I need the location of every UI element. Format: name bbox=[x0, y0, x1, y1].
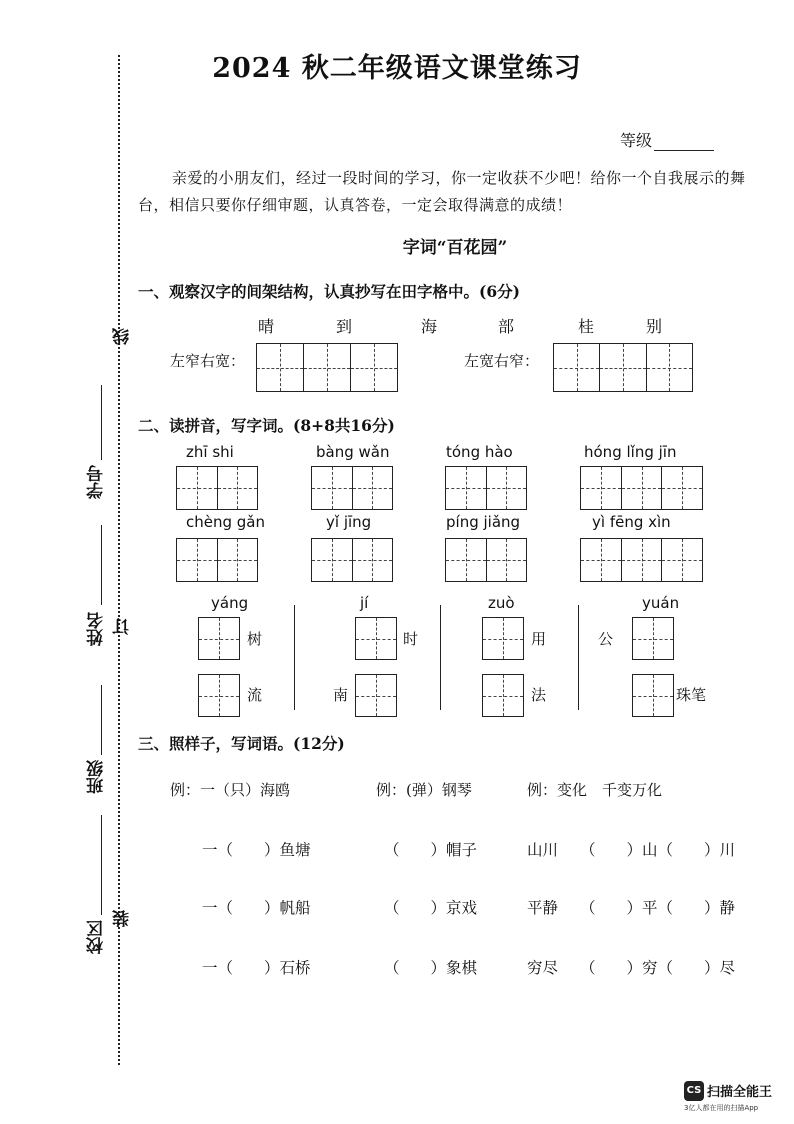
pinyin-label: yuán bbox=[642, 594, 680, 612]
group-char: 用 bbox=[531, 630, 547, 648]
pinyin-answer-grid[interactable] bbox=[176, 466, 258, 510]
single-char-grid[interactable] bbox=[632, 674, 674, 717]
measure-word-item[interactable]: 一（ ）帆船 bbox=[202, 899, 311, 917]
q1-char: 部 bbox=[498, 317, 515, 336]
pinyin-label: yì fēng xìn bbox=[592, 513, 671, 531]
pinyin-label: píng jiǎng bbox=[446, 513, 521, 531]
example-2: 例：(弹）钢琴 bbox=[376, 781, 472, 799]
left-wide-label: 左宽右窄： bbox=[464, 352, 540, 370]
single-char-grid[interactable] bbox=[632, 617, 674, 660]
class-label: 班级 bbox=[87, 760, 107, 794]
binding-label-zhuang: 装 bbox=[113, 910, 133, 927]
binding-label-xian: 线 bbox=[113, 328, 133, 345]
idiom-word: 穷尽 bbox=[527, 959, 559, 977]
pinyin-label: yáng bbox=[211, 594, 249, 612]
group-char: 树 bbox=[247, 630, 263, 648]
question-1-title: 一、观察汉字的间架结构，认真抄写在田字格中。(6分) bbox=[138, 282, 520, 301]
name-label: 姓名 bbox=[87, 612, 107, 646]
group-char: 南 bbox=[333, 686, 349, 704]
single-char-grid[interactable] bbox=[482, 674, 524, 717]
q1-writing-grid-right[interactable] bbox=[553, 343, 693, 392]
q1-char: 海 bbox=[421, 317, 438, 336]
idiom-pattern[interactable]: （ ）穷（ ）尽 bbox=[580, 959, 736, 977]
pinyin-label: zhī shi bbox=[186, 443, 234, 461]
pinyin-label: hóng lǐng jīn bbox=[584, 443, 677, 461]
pinyin-answer-grid[interactable] bbox=[580, 538, 703, 582]
name-blank bbox=[101, 525, 102, 605]
single-char-grid[interactable] bbox=[355, 674, 397, 717]
camscanner-logo-icon: CS bbox=[684, 1081, 704, 1101]
single-char-grid[interactable] bbox=[482, 617, 524, 660]
pinyin-label: zuò bbox=[488, 594, 515, 612]
pinyin-answer-grid[interactable] bbox=[445, 538, 527, 582]
pinyin-label: jí bbox=[360, 594, 369, 612]
divider bbox=[578, 605, 579, 710]
divider bbox=[440, 605, 441, 710]
page-title: 2024 秋二年级语文课堂练习 bbox=[212, 53, 582, 84]
question-3-title: 三、照样子，写词语。(12分) bbox=[138, 734, 345, 753]
idiom-pattern[interactable]: （ ）平（ ）静 bbox=[580, 899, 736, 917]
question-2-title: 二、读拼音，写字词。(8+8共16分) bbox=[138, 416, 395, 435]
q1-char: 到 bbox=[336, 317, 353, 336]
pinyin-answer-grid[interactable] bbox=[311, 466, 393, 510]
group-char: 公 bbox=[598, 630, 614, 648]
pinyin-label: tóng hào bbox=[446, 443, 513, 461]
idiom-pattern[interactable]: （ ）山（ ）川 bbox=[580, 841, 736, 859]
watermark-subtitle: 3亿人都在用的扫描App bbox=[684, 1103, 759, 1112]
measure-word-item[interactable]: 一（ ）石桥 bbox=[202, 959, 311, 977]
divider bbox=[294, 605, 295, 710]
campus-label: 校区 bbox=[87, 920, 107, 954]
example-1: 例：一（只）海鸥 bbox=[170, 781, 291, 799]
watermark-name: 扫描全能王 bbox=[707, 1085, 773, 1100]
q1-writing-grid-left[interactable] bbox=[256, 343, 398, 392]
pinyin-label: bàng wǎn bbox=[316, 443, 390, 461]
grade-field bbox=[620, 128, 714, 151]
group-char: 时 bbox=[403, 630, 419, 648]
group-char: 珠笔 bbox=[676, 686, 707, 704]
pinyin-label: yǐ jīng bbox=[326, 513, 372, 531]
q1-char: 晴 bbox=[258, 317, 275, 336]
section-title: 字词“百花园” bbox=[402, 238, 508, 258]
number-label: 学号 bbox=[87, 465, 107, 499]
single-char-grid[interactable] bbox=[355, 617, 397, 660]
campus-blank bbox=[101, 815, 102, 915]
verb-item[interactable]: （ ）象棋 bbox=[384, 959, 478, 977]
q1-char: 别 bbox=[646, 317, 663, 336]
single-char-grid[interactable] bbox=[198, 674, 240, 717]
binding-label-ding: 订 bbox=[113, 618, 133, 635]
pinyin-answer-grid[interactable] bbox=[176, 538, 258, 582]
q1-char: 桂 bbox=[578, 317, 595, 336]
left-narrow-label: 左窄右宽： bbox=[170, 352, 246, 370]
grade-label: 等级 bbox=[620, 131, 653, 150]
grade-blank[interactable] bbox=[654, 134, 714, 151]
measure-word-item[interactable]: 一（ ）鱼塘 bbox=[202, 841, 311, 859]
scanner-watermark bbox=[684, 1080, 772, 1113]
group-char: 流 bbox=[247, 686, 263, 704]
intro-paragraph: 亲爱的小朋友们，经过一段时间的学习，你一定收获不少吧！给你一个自我展示的舞台，相信只要你仔细审题，认真答卷，一定会取得满意的成绩！ bbox=[138, 169, 746, 214]
pinyin-answer-grid[interactable] bbox=[580, 466, 703, 510]
number-blank bbox=[101, 385, 102, 460]
example-3: 例：变化 千变万化 bbox=[527, 781, 663, 799]
idiom-word: 山川 bbox=[527, 841, 559, 859]
single-char-grid[interactable] bbox=[198, 617, 240, 660]
pinyin-label: chèng gǎn bbox=[186, 513, 265, 531]
group-char: 法 bbox=[531, 686, 547, 704]
verb-item[interactable]: （ ）京戏 bbox=[384, 899, 478, 917]
verb-item[interactable]: （ ）帽子 bbox=[384, 841, 478, 859]
pinyin-answer-grid[interactable] bbox=[311, 538, 393, 582]
idiom-word: 平静 bbox=[527, 899, 559, 917]
class-blank bbox=[101, 685, 102, 755]
pinyin-answer-grid[interactable] bbox=[445, 466, 527, 510]
